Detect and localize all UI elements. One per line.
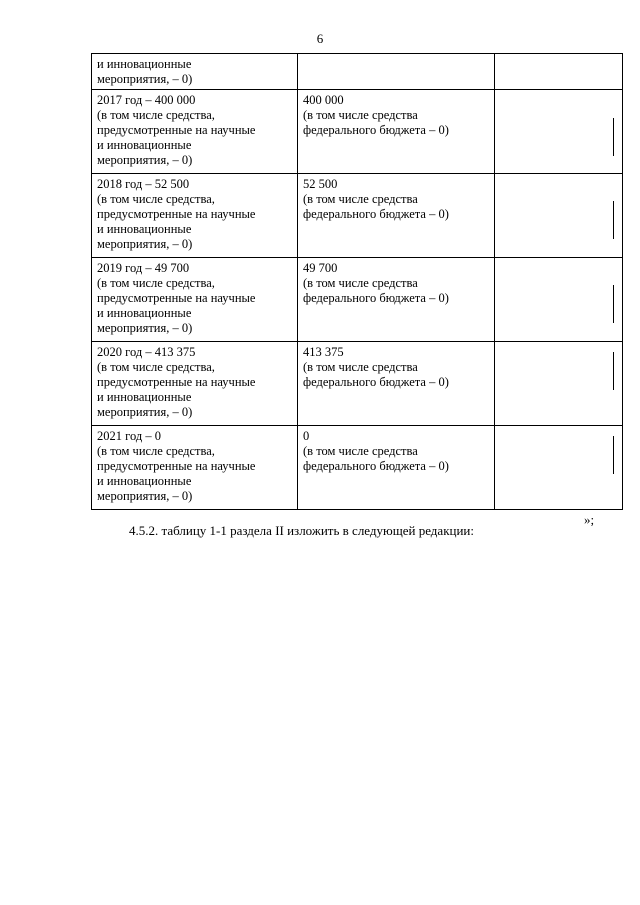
cell-text-line: (в том числе средства, bbox=[97, 360, 215, 374]
cell-text-line: (в том числе средства, bbox=[97, 276, 215, 290]
edge-rule-mark bbox=[613, 352, 614, 390]
table-row bbox=[92, 342, 623, 426]
cell-text-line: и инновационные bbox=[97, 222, 192, 236]
period-cell bbox=[92, 54, 298, 90]
cell-text-line: (в том числе средства bbox=[303, 360, 418, 374]
edge-rule-mark bbox=[613, 285, 614, 323]
table-row bbox=[92, 426, 623, 510]
cell-text-line: федерального бюджета – 0) bbox=[303, 207, 449, 221]
amount-cell bbox=[298, 54, 495, 90]
cell-text-line: 52 500 bbox=[303, 177, 338, 191]
cell-text-line: мероприятия, – 0) bbox=[97, 72, 193, 86]
period-cell bbox=[92, 342, 298, 426]
amount-cell bbox=[298, 426, 495, 510]
cell-text-line: мероприятия, – 0) bbox=[97, 321, 193, 335]
cell-text-line: мероприятия, – 0) bbox=[97, 153, 193, 167]
amount-cell bbox=[298, 342, 495, 426]
cell-text-line: мероприятия, – 0) bbox=[97, 489, 193, 503]
table-row bbox=[92, 54, 623, 90]
cell-text-line: и инновационные bbox=[97, 57, 192, 71]
amendment-instruction: 4.5.2. таблицу 1-1 раздела II изложить в следующей редакции: bbox=[129, 523, 474, 538]
cell-text-line: (в том числе средства, bbox=[97, 108, 215, 122]
empty-cell bbox=[495, 426, 623, 510]
cell-text-line: 400 000 bbox=[303, 93, 344, 107]
closing-quote: »; bbox=[584, 512, 595, 527]
empty-cell bbox=[495, 258, 623, 342]
amount-cell bbox=[298, 174, 495, 258]
cell-text-line: (в том числе средства bbox=[303, 192, 418, 206]
page-number: 6 bbox=[316, 31, 324, 46]
cell-text-line: федерального бюджета – 0) bbox=[303, 123, 449, 137]
cell-text-line: и инновационные bbox=[97, 390, 192, 404]
cell-text-line: (в том числе средства, bbox=[97, 192, 215, 206]
cell-text-line: федерального бюджета – 0) bbox=[303, 291, 449, 305]
cell-text-line: мероприятия, – 0) bbox=[97, 237, 193, 251]
cell-text-line: 2021 год – 0 bbox=[97, 429, 161, 443]
cell-text-line: 2020 год – 413 375 bbox=[97, 345, 196, 359]
edge-rule-mark bbox=[613, 201, 614, 239]
cell-text-line: 2018 год – 52 500 bbox=[97, 177, 190, 191]
cell-text-line: 413 375 bbox=[303, 345, 344, 359]
edge-rule-mark bbox=[613, 436, 614, 474]
funding-table bbox=[91, 53, 623, 510]
cell-text-line: предусмотренные на научные bbox=[97, 375, 256, 389]
table-row bbox=[92, 90, 623, 174]
edge-rule-mark bbox=[613, 118, 614, 156]
period-cell bbox=[92, 426, 298, 510]
cell-text-line: и инновационные bbox=[97, 138, 192, 152]
cell-text-line: федерального бюджета – 0) bbox=[303, 375, 449, 389]
cell-text-line: мероприятия, – 0) bbox=[97, 405, 193, 419]
cell-text-line: предусмотренные на научные bbox=[97, 291, 256, 305]
cell-text-line: 49 700 bbox=[303, 261, 338, 275]
empty-cell bbox=[495, 54, 623, 90]
empty-cell bbox=[495, 342, 623, 426]
amount-cell bbox=[298, 258, 495, 342]
table-row bbox=[92, 258, 623, 342]
cell-text-line: предусмотренные на научные bbox=[97, 459, 256, 473]
table-row bbox=[92, 174, 623, 258]
period-cell bbox=[92, 90, 298, 174]
cell-text-line: предусмотренные на научные bbox=[97, 123, 256, 137]
cell-text-line: и инновационные bbox=[97, 474, 192, 488]
period-cell bbox=[92, 258, 298, 342]
cell-text-line: 0 bbox=[303, 429, 310, 443]
cell-text-line: (в том числе средства, bbox=[97, 444, 215, 458]
cell-text-line: (в том числе средства bbox=[303, 276, 418, 290]
empty-cell bbox=[495, 90, 623, 174]
cell-text-line: (в том числе средства bbox=[303, 108, 418, 122]
cell-text-line: 2017 год – 400 000 bbox=[97, 93, 196, 107]
cell-text-line: 2019 год – 49 700 bbox=[97, 261, 190, 275]
cell-text-line: федерального бюджета – 0) bbox=[303, 459, 449, 473]
cell-text-line: предусмотренные на научные bbox=[97, 207, 256, 221]
cell-text-line: и инновационные bbox=[97, 306, 192, 320]
empty-cell bbox=[495, 174, 623, 258]
amount-cell bbox=[298, 90, 495, 174]
cell-text-line: (в том числе средства bbox=[303, 444, 418, 458]
period-cell bbox=[92, 174, 298, 258]
